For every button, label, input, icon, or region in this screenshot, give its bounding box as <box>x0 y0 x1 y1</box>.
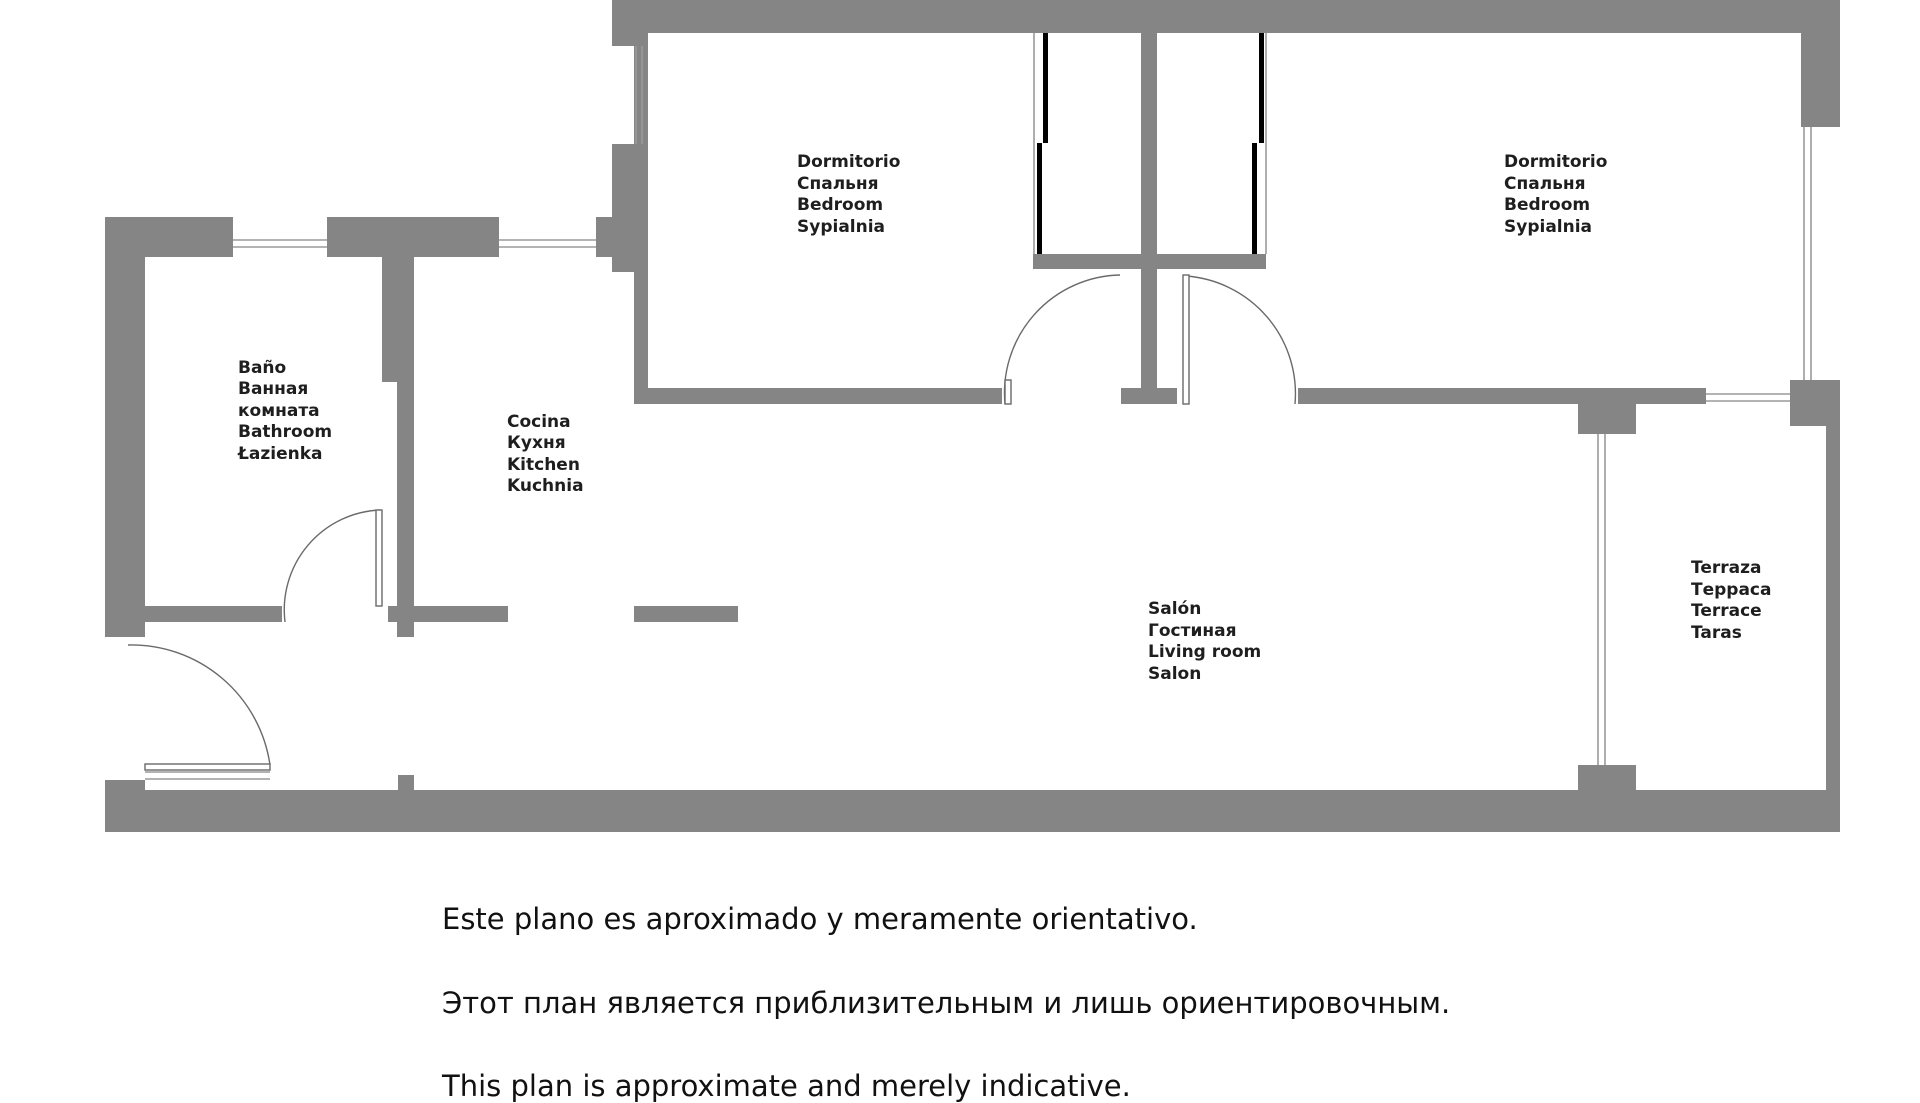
right-wall-lower <box>1826 380 1840 832</box>
walls <box>105 0 1840 832</box>
bedroom-right-label-line: Sypialnia <box>1504 217 1593 237</box>
closet-left-lower <box>1037 143 1042 254</box>
living-room-label-line: Living room <box>1148 642 1262 662</box>
bathroom-kitchen-wall <box>382 257 414 382</box>
terrace-label-line: Терраса <box>1691 580 1772 600</box>
kitchen-bottom-wall-left <box>388 606 508 622</box>
entry-wall-stub <box>105 780 145 795</box>
terrace-sliding-door <box>1598 434 1605 765</box>
bedroom-bottom-wall-right <box>1298 388 1706 404</box>
bedroom-right-label <box>1504 152 1613 237</box>
closet-bottom-wall <box>1033 254 1266 269</box>
bathroom-bottom-wall <box>145 606 282 622</box>
bottom-wall <box>105 790 1840 832</box>
bedroom-left-label-line: Dormitorio <box>797 152 901 172</box>
bedroom-divider-wall <box>1141 33 1157 404</box>
closet-right-upper <box>1259 33 1264 143</box>
bathroom-door <box>284 510 382 622</box>
divider-base <box>1121 388 1177 404</box>
kitchen-label-line: Cocina <box>507 412 571 432</box>
bathroom-label-line: Baño <box>238 358 287 378</box>
bedroom-left-label <box>797 152 906 237</box>
closet-right-lower <box>1252 143 1257 254</box>
bathroom-label-line: Ванная <box>238 379 309 399</box>
terrace-label-line: Taras <box>1691 623 1742 643</box>
entry-threshold <box>145 772 270 779</box>
bathroom-label-line: Bathroom <box>238 422 333 442</box>
bedroom-right-window <box>1804 127 1811 380</box>
bedroom-left-label-line: Bedroom <box>797 195 884 215</box>
bedroom-left-door <box>1004 275 1120 404</box>
bedroom-bottom-wall-left <box>634 388 1002 404</box>
terrace-top-window <box>1706 394 1790 401</box>
bathroom-window <box>233 240 327 247</box>
disclaimer-english: This plan is approximate and merely indicative. <box>442 1069 1131 1103</box>
kitchen-label <box>507 412 586 496</box>
bathroom-label-line: комната <box>238 401 320 421</box>
terrace-label <box>1691 558 1777 643</box>
closet-left-upper <box>1043 33 1048 143</box>
bottom-wall-stub <box>398 775 414 795</box>
kitchen-top-pillar <box>596 217 634 257</box>
bedroom-right-label-line: Спальня <box>1504 174 1586 194</box>
disclaimer-spanish: Este plano es aproximado y meramente orientativo. <box>442 902 1198 936</box>
bathroom-kitchen-wall-lower <box>397 382 414 637</box>
right-wall-upper <box>1801 0 1840 127</box>
bathroom-label <box>237 358 338 464</box>
kitchen-window <box>499 240 596 247</box>
terrace-label-line: Terrace <box>1691 601 1762 621</box>
bathroom-left-wall <box>105 217 145 637</box>
bedroom-right-door <box>1183 275 1295 404</box>
bedroom-left-label-line: Sypialnia <box>797 217 886 237</box>
kitchen-bottom-wall-right <box>634 606 738 622</box>
kitchen-label-line: Кухня <box>507 433 566 453</box>
doors <box>128 275 1295 770</box>
kitchen-label-line: Kuchnia <box>507 476 584 496</box>
terrace-bottom-block <box>1578 765 1636 795</box>
living-room-label-line: Гостиная <box>1148 621 1237 641</box>
bathroom-top-right <box>327 217 499 257</box>
living-room-label <box>1148 599 1267 684</box>
bedroom-right-label-line: Bedroom <box>1504 195 1591 215</box>
top-wall <box>612 0 1840 33</box>
disclaimer-russian: Этот план является приблизительным и лишь ориентировочным. <box>442 986 1451 1020</box>
terrace-corner-block <box>1578 388 1636 434</box>
living-room-label-line: Salón <box>1148 599 1202 619</box>
kitchen-label-line: Kitchen <box>507 455 580 475</box>
living-room-label-line: Salon <box>1148 664 1202 684</box>
terrace-label-line: Terraza <box>1691 558 1762 578</box>
bathroom-label-line: Łazienka <box>238 444 323 464</box>
bedroom-left-label-line: Спальня <box>797 174 879 194</box>
entry-door <box>128 645 270 770</box>
bedroom-right-label-line: Dormitorio <box>1504 152 1608 172</box>
